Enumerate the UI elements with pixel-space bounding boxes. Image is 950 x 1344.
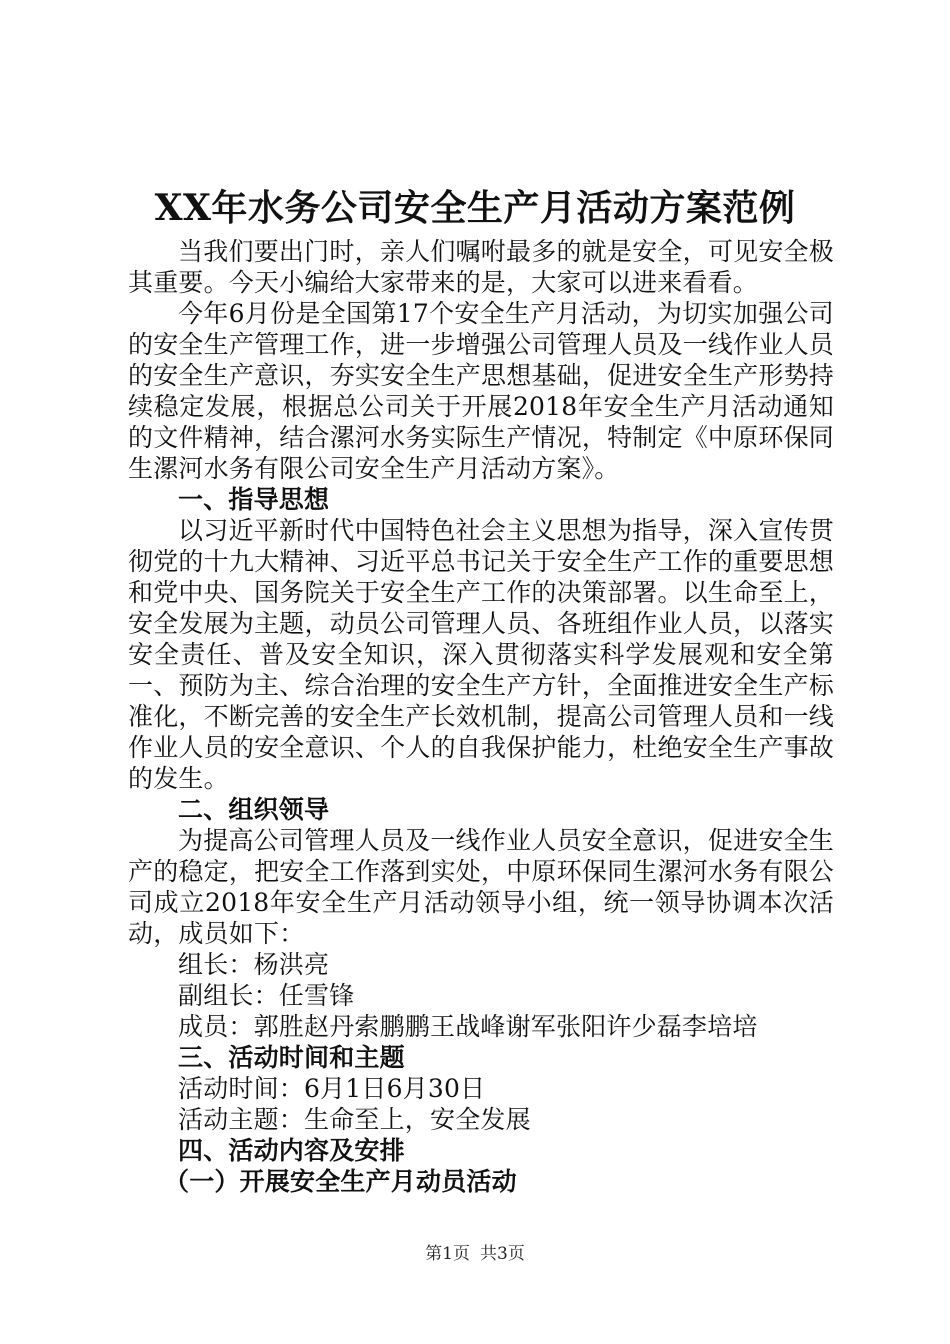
section-heading-content-arrangement: 四、活动内容及安排 <box>178 1136 405 1165</box>
section-heading-organization: 二、组织领导 <box>178 795 330 824</box>
section-heading-time-theme: 三、活动时间和主题 <box>178 1043 405 1072</box>
background-paragraph: 今年6月份是全国第17个安全生产月活动，为切实加强公司的安全生产管理工作，进一步增强公司管理人员及一线作业人员的安全生产意识，夯实安全生产思想基础，促进安全生产形势持续稳定发展，根据总公司关于开展2018年安全生产月活动通知的文件精神，结合漯河水务实际生产情况，特制定《中原环保同生漯河水务有限公司安全生产月活动方案》。 <box>128 299 834 483</box>
page-number-total: 共3页 <box>480 1244 525 1264</box>
members-line: 成员：郭胜赵丹索鹏鹏王战峰谢军张阳许少磊李培培 <box>178 1012 758 1041</box>
intro-paragraph: 当我们要出门时，亲人们嘱咐最多的就是安全，可见安全极其重要。今天小编给大家带来的是，大家可以进来看看。 <box>128 237 834 297</box>
activity-time-line: 活动时间：6月1日6月30日 <box>178 1074 486 1103</box>
leader-line: 组长：杨洪亮 <box>178 950 330 979</box>
deputy-leader-line: 副组长：任雪锋 <box>178 981 355 1010</box>
organization-paragraph: 为提高公司管理人员及一线作业人员安全意识，促进安全生产的稳定，把安全工作落到实处，中原环保同生漯河水务有限公司成立2018年安全生产月活动领导小组，统一领导协调本次活动，成员如下： <box>128 826 834 948</box>
document-body <box>128 236 834 1197</box>
page-number-current: 第1页 <box>425 1244 470 1264</box>
document-title: XX年水务公司安全生产月活动方案范例 <box>154 187 796 229</box>
activity-theme-line: 活动主题：生命至上，安全发展 <box>178 1105 531 1134</box>
section-heading-guiding-ideology: 一、指导思想 <box>178 485 330 514</box>
subsection-heading-mobilization: （一）开展安全生产月动员活动 <box>164 1167 517 1196</box>
page-footer <box>0 1242 950 1266</box>
guiding-ideology-paragraph: 以习近平新时代中国特色社会主义思想为指导，深入宣传贯彻党的十九大精神、习近平总书记关于安全生产工作的重要思想和党中央、国务院关于安全生产工作的决策部署。以生命至上，安全发展为主题，动员公司管理人员、各班组作业人员，以落实安全责任、普及安全知识，深入贯彻落实科学发展观和安全第一、预防为主、综合治理的安全生产方针，全面推进安全生产标准化，不断完善的安全生产长效机制，提高公司管理人员和一线作业人员的安全意识、个人的自我保护能力，杜绝安全生产事故的发生。 <box>128 516 834 793</box>
